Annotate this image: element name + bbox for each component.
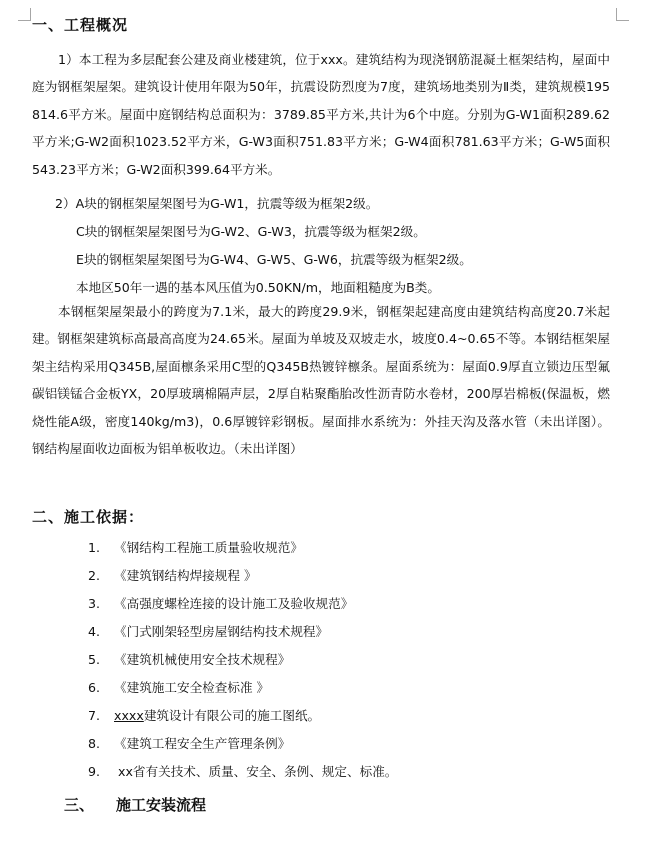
list-item <box>88 562 397 590</box>
list-text: 《高强度螺栓连接的设计施工及验收规范》 <box>114 596 354 611</box>
section-1-item-2-a: 2）A块的钢框架屋架图号为G-W1，抗震等级为框架2级。 <box>55 196 379 211</box>
section-1-item-2-e: E块的钢框架屋架图号为G-W4、G-W5、G-W6，抗震等级为框架2级。 <box>76 252 472 267</box>
list-number: 4. <box>88 624 101 639</box>
list-number: 1. <box>88 540 101 555</box>
section-1-item-1: 1）本工程为多层配套公建及商业楼建筑，位于xxx。建筑结构为现浇钢筋混凝土框架结构，屋面中庭为钢框架屋架。建筑设计使用年限为50年，抗震设防烈度为7度，建筑场地类别为Ⅱ类，建筑规模195814.6平方米。屋面中庭钢结构总面积为：3789.85平方米,共计为6个中庭。分别为G-W1面积289.62平方米;G-W2面积1023.52平方米，G-W3面积751.83平方米；G-W4面积781.63平方米；G-W5面积543.23平方米；G-W2面积399.64平方米。 <box>32 52 610 177</box>
section-1-heading: 一、工程概况 <box>32 16 129 34</box>
list-number: 7. <box>88 708 101 723</box>
section-1-item-2-c: C块的钢框架屋架图号为G-W2、G-W3，抗震等级为框架2级。 <box>76 224 426 239</box>
section-3-heading: 施工安装流程 <box>116 796 207 814</box>
list-item <box>88 534 397 562</box>
section-3-number: 三、 <box>64 796 95 814</box>
list-item <box>88 758 397 786</box>
company-placeholder: xxxx <box>114 708 144 723</box>
list-item <box>88 730 397 758</box>
list-text: 《建筑钢结构焊接规程 》 <box>114 568 257 583</box>
list-text: 建筑设计有限公司的施工图纸。 <box>143 708 321 723</box>
list-text: 《门式刚架轻型房屋钢结构技术规程》 <box>114 624 329 639</box>
list-text: 《建筑工程安全生产管理条例》 <box>114 736 291 751</box>
standards-list <box>88 534 397 786</box>
list-number: 8. <box>88 736 101 751</box>
margin-mark-top-left <box>18 8 31 21</box>
list-text: 《建筑机械使用安全技术规程》 <box>114 652 291 667</box>
list-text: 《钢结构工程施工质量验收规范》 <box>114 540 303 555</box>
section-2-heading: 二、施工依据： <box>32 508 145 526</box>
margin-mark-top-right <box>616 8 629 21</box>
list-item <box>88 618 397 646</box>
list-item <box>88 702 397 730</box>
wind-pressure-line: 本地区50年一遇的基本风压值为0.50KN/m，地面粗糙度为B类。 <box>76 280 440 295</box>
list-text: 《建筑施工安全检查标准 》 <box>114 680 270 695</box>
list-item <box>88 674 397 702</box>
list-item <box>88 646 397 674</box>
list-number: 5. <box>88 652 101 667</box>
list-number: 9. <box>88 764 101 779</box>
list-number: 6. <box>88 680 101 695</box>
list-number: 2. <box>88 568 101 583</box>
list-item <box>88 590 397 618</box>
section-1-body: 本钢框架屋架最小的跨度为7.1米，最大的跨度29.9米，钢框架起建高度由建筑结构高度20.7米起建。钢框架建筑标高最高高度为24.65米。屋面为单坡及双坡走水，坡度0.4~0.65不等。本钢结框架屋架主结构采用Q345B,屋面檩条采用C型的Q345B热镀锌檩条。屋面系统为：屋面0.9厚直立锁边压型氟碳铝镁锰合金板YX，20厚玻璃棉隔声层，2厚自粘聚酯胎改性沥青防水卷材，200厚岩棉板(保温板，燃烧性能A级，密度140kg/m3)，0.6厚镀锌彩钢板。屋面排水系统为：外挂天沟及落水管（未出详图）。钢结构屋面收边面板为铝单板收边。（未出详图） <box>32 304 610 457</box>
list-text: xx省有关技术、质量、安全、条例、规定、标准。 <box>114 764 398 779</box>
list-number: 3. <box>88 596 101 611</box>
